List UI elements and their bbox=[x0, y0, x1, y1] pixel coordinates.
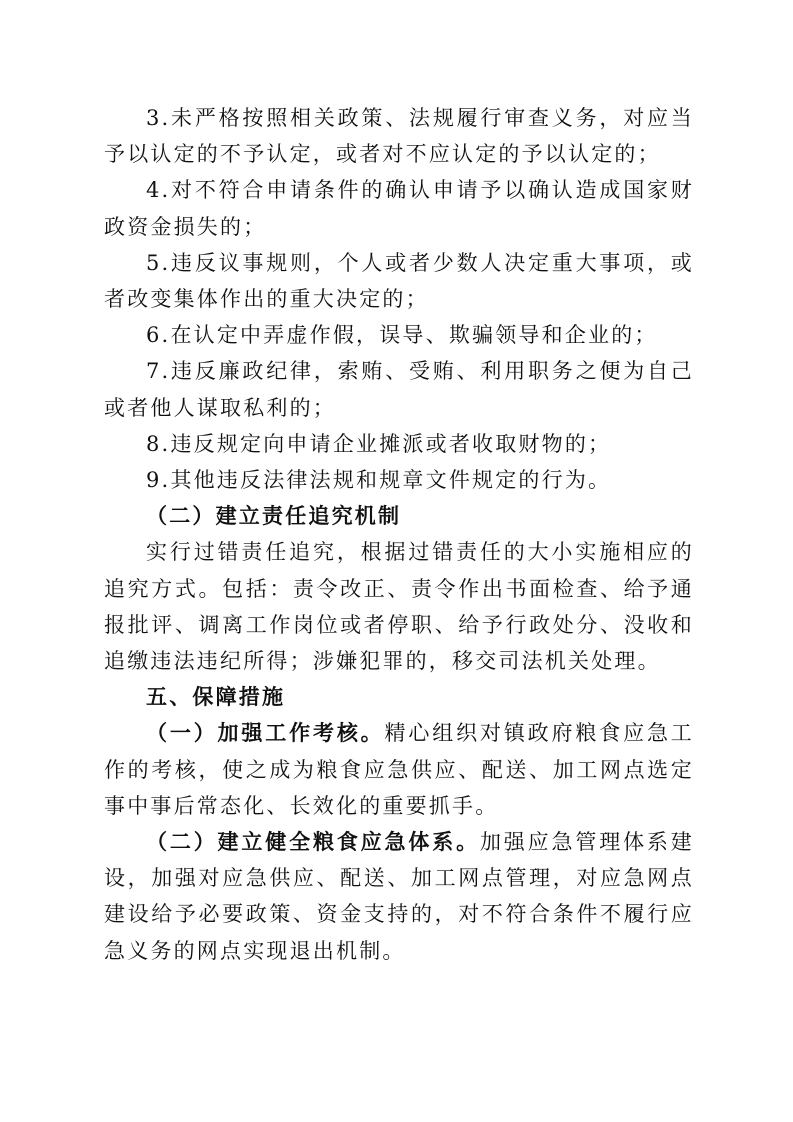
item-text: 未严格按照相关政策、法规履行审查义务，对应当予以认定的不予认定，或者对不应认定的予以认定的； bbox=[104, 106, 694, 167]
item-number: 6. bbox=[146, 323, 171, 348]
item-number: 9. bbox=[146, 468, 171, 493]
list-item bbox=[104, 245, 694, 317]
item-number: 5. bbox=[146, 250, 171, 275]
list-item bbox=[104, 100, 694, 172]
measure-2-lead: （二）建立健全粮食应急体系。 bbox=[146, 829, 480, 855]
item-text: 对不符合申请条件的确认申请予以确认造成国家财政资金损失的； bbox=[104, 178, 694, 239]
measure-1-text: 精心组织对镇政府粮食应急工作的考核，使之成为粮食应急供应、配送、加工网点选定事中事后常态化、长效化的重要抓手。 bbox=[104, 721, 694, 818]
paragraph-measure-2 bbox=[104, 824, 694, 969]
section-heading-safeguards: 五、保障措施 bbox=[146, 684, 286, 710]
item-text: 在认定中弄虚作假，误导、欺骗领导和企业的； bbox=[170, 323, 658, 348]
item-number: 3. bbox=[146, 106, 171, 130]
list-item bbox=[104, 353, 694, 425]
measure-1-lead: （一）加强工作考核。 bbox=[146, 720, 385, 746]
list-item bbox=[104, 172, 694, 244]
list-item bbox=[104, 462, 694, 498]
measure-2-text: 加强应急管理体系建设，加强对应急供应、配送、加工网点管理，对应急网点建设给予必要政策、资金支持的，对不符合条件不履行应急义务的网点实现退出机制。 bbox=[104, 830, 694, 963]
document-body bbox=[104, 100, 694, 969]
item-text: 违反规定向申请企业摊派或者收取财物的； bbox=[170, 431, 612, 456]
item-text: 违反廉政纪律，索贿、受贿、利用职务之便为自己或者他人谋取私利的； bbox=[104, 359, 694, 420]
list-item bbox=[104, 317, 694, 353]
paragraph-accountability: 实行过错责任追究，根据过错责任的大小实施相应的追究方式。包括：责令改正、责令作出书面检查、给予通报批评、调离工作岗位或者停职、给予行政处分、没收和追缴违法违纪所得；涉嫌犯罪的，移交司法机关处理。 bbox=[104, 540, 694, 674]
item-text: 其他违反法律法规和规章文件规定的行为。 bbox=[170, 468, 612, 493]
subheading-accountability: （二）建立责任追究机制 bbox=[146, 503, 402, 529]
item-number: 7. bbox=[146, 359, 171, 384]
list-item bbox=[104, 426, 694, 462]
paragraph-measure-1 bbox=[104, 715, 694, 824]
item-number: 4. bbox=[146, 178, 171, 203]
item-number: 8. bbox=[146, 431, 171, 456]
item-text: 违反议事规则，个人或者少数人决定重大事项，或者改变集体作出的重大决定的； bbox=[104, 250, 694, 312]
